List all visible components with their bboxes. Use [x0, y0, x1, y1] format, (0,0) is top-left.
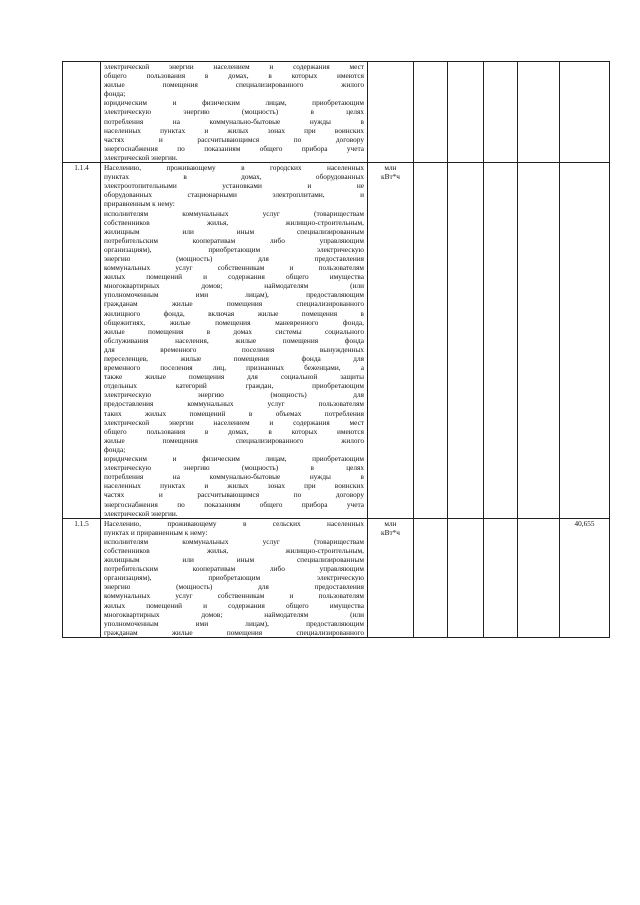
description-line: электрической энергии населением и содержания мест — [104, 417, 364, 427]
description-line: потребительским кооперативам либо управляющим — [104, 564, 364, 574]
value-cell — [560, 62, 610, 163]
description-line: жилищным или иным специализированным — [104, 555, 364, 565]
description-line: жилые помещения в домах системы социального — [104, 326, 364, 336]
description-line: жилые помещения специализированного жилого — [104, 80, 364, 90]
description-line: также жилые помещения для социальной защиты — [104, 372, 364, 382]
description-cell — [101, 62, 368, 163]
description-line: электрической энергии. — [104, 152, 178, 162]
description-cell — [101, 518, 368, 637]
description-line: обслуживания населения, жилые помещения фонда — [104, 335, 364, 345]
description-line: собственников жилья, жилищно-строительным, — [104, 217, 364, 227]
description-line: предоставления коммунальных услуг пользователям — [104, 399, 364, 409]
unit-cell — [368, 163, 414, 519]
description-line: жилищного фонда, включая жилые помещения в — [104, 308, 364, 318]
value-cell — [518, 518, 560, 637]
description-line: исполнителям коммунальных услуг (товариществам — [104, 536, 364, 546]
description-line: коммунальных услуг собственникам и пользователям — [104, 263, 364, 273]
value-cell — [484, 518, 518, 637]
description-line: организациям), приобретающим электрическую — [104, 244, 364, 254]
description-line: пунктах в домах, оборудованных — [104, 172, 364, 182]
table-row — [63, 62, 610, 163]
description-line: населенных пунктах и жилых зонах при воинских — [104, 125, 364, 135]
description-line: жилых помещений и содержания общего имущества — [104, 272, 364, 282]
description-line: общего пользования в домах, в которых имеются — [104, 426, 364, 436]
description-line: электрическую энергию (мощность) в целях — [104, 463, 364, 473]
description-line: энергоснабжения по показаниям общего прибора учета — [104, 143, 364, 153]
description-line: электроотопительными установками и не — [104, 181, 364, 191]
description-line: для временного поселения вынужденных — [104, 344, 364, 354]
value-cell — [484, 62, 518, 163]
description-line: юридическим и физическим лицам, приобретающим — [104, 454, 364, 464]
description-line: гражданам жилые помещения специализированного — [104, 627, 364, 637]
description-line: уполномоченным ими лицам), предоставляющим — [104, 290, 364, 300]
row-number-cell: 1.1.5 — [63, 518, 101, 637]
description-line: отдельных категорий граждан, приобретающим — [104, 381, 364, 391]
description-line: организациям), приобретающим электрическую — [104, 573, 364, 583]
description-line: переселенцев, жилые помещения фонда для — [104, 354, 364, 363]
value-cell — [414, 163, 448, 519]
description-line: потребления на коммунально-бытовые нужды в — [104, 116, 364, 126]
description-line: жилых помещений и содержания общего имущества — [104, 600, 364, 610]
value-cell — [560, 163, 610, 519]
unit-cell — [368, 62, 414, 163]
description-line: частях и рассчитывающимся по договору — [104, 490, 364, 500]
description-line: Населению, проживающему в сельских населенных — [104, 518, 364, 528]
value-cell — [414, 518, 448, 637]
description-line: фонда; — [104, 444, 126, 454]
tariff-table — [62, 61, 610, 638]
value-cell — [448, 163, 484, 519]
description-line: оборудованных стационарными электроплитами, и — [104, 190, 364, 200]
description-cell — [101, 163, 368, 519]
unit-line: кВт*ч — [381, 527, 400, 537]
description-line: энергоснабжения по показаниям общего прибора учета — [104, 499, 364, 509]
description-line: потребления на коммунально-бытовые нужды в — [104, 472, 364, 482]
value-cell — [414, 62, 448, 163]
description-line: многоквартирных домов; наймодателям (или — [104, 281, 364, 291]
description-line: жилые помещения специализированного жилого — [104, 435, 364, 445]
description-line: электрическую энергию (мощность) для — [104, 390, 364, 400]
description-line: энергию (мощность) для предоставления — [104, 253, 364, 263]
description-line: общежитиях, жилые помещения маневренного фонда, — [104, 317, 364, 327]
description-line: электрической энергии населением и содержания мест — [104, 62, 364, 71]
table-body — [63, 62, 610, 638]
description-line: электрическую энергию (мощность) в целях — [104, 107, 364, 117]
description-line: общего пользования в домах, в которых имеются — [104, 71, 364, 81]
value-cell — [448, 518, 484, 637]
value-cell — [518, 163, 560, 519]
value-cell — [484, 163, 518, 519]
description-line: энергию (мощность) для предоставления — [104, 582, 364, 592]
description-line: потребительским кооперативам либо управляющим — [104, 235, 364, 245]
description-line: таких жилых помещений в объемах потребления — [104, 408, 364, 418]
unit-line: млн — [384, 163, 397, 173]
unit-cell — [368, 518, 414, 637]
row-number-cell: 1.1.4 — [63, 163, 101, 519]
table-row — [63, 518, 610, 637]
unit-line: млн — [384, 518, 397, 528]
value-cell — [448, 62, 484, 163]
table-row — [63, 163, 610, 519]
description-line: уполномоченным ими лицам), предоставляющим — [104, 618, 364, 628]
description-line: населенных пунктах и жилых зонах при воинских — [104, 481, 364, 491]
description-line: коммунальных услуг собственникам и пользователям — [104, 591, 364, 601]
value-cell — [518, 62, 560, 163]
value-cell: 40,655 — [560, 518, 610, 637]
description-line: жилищным или иным специализированным — [104, 226, 364, 236]
description-line: приравненным к нему: — [104, 199, 175, 209]
description-line: собственников жилья, жилищно-строительным, — [104, 545, 364, 555]
description-line: пунктах и приравненным к нему: — [104, 527, 208, 537]
description-line: временного поселения лиц, признанных беженцами, а — [104, 363, 364, 373]
description-line: частях и рассчитывающимся по договору — [104, 134, 364, 144]
row-number-cell — [63, 62, 101, 163]
description-line: фонда; — [104, 89, 126, 99]
description-line: гражданам жилые помещения специализированного — [104, 299, 364, 309]
unit-line: кВт*ч — [381, 172, 400, 182]
description-line: юридическим и физическим лицам, приобретающим — [104, 98, 364, 108]
description-line: Населению, проживающему в городских населенных — [104, 163, 364, 173]
description-line: многоквартирных домов; наймодателям (или — [104, 609, 364, 619]
description-line: исполнителям коммунальных услуг (товариществам — [104, 208, 364, 218]
description-line: электрической энергии. — [104, 508, 178, 518]
